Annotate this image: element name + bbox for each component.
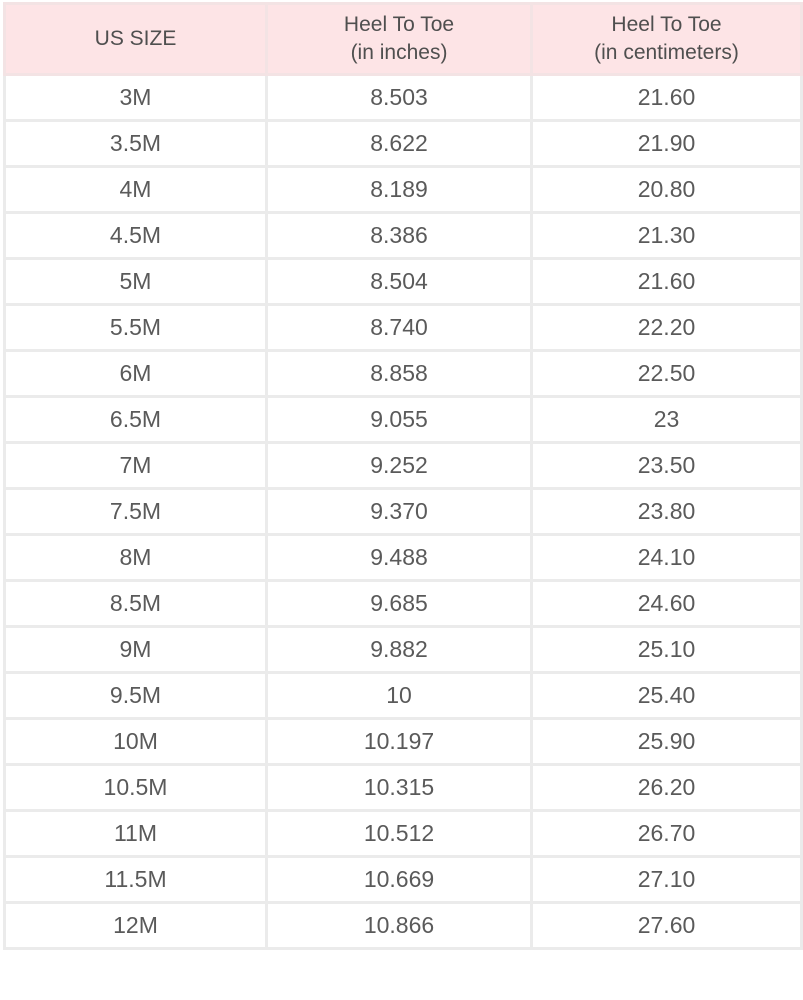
cm-cell: 20.80: [532, 167, 802, 213]
size-cell: 9.5M: [5, 673, 267, 719]
size-cell: 11M: [5, 811, 267, 857]
table-row: [5, 903, 802, 949]
size-cell: 3.5M: [5, 121, 267, 167]
inches-cell: 9.488: [267, 535, 532, 581]
size-cell: 9M: [5, 627, 267, 673]
cm-cell: 24.60: [532, 581, 802, 627]
cm-cell: 21.60: [532, 259, 802, 305]
inches-cell: 9.252: [267, 443, 532, 489]
table-row: [5, 489, 802, 535]
cm-cell: 27.10: [532, 857, 802, 903]
table-row: [5, 351, 802, 397]
table-row: [5, 765, 802, 811]
inches-cell: 10.669: [267, 857, 532, 903]
table-row: [5, 627, 802, 673]
table-header: [5, 4, 802, 75]
table-row: [5, 75, 802, 121]
inches-cell: 10.866: [267, 903, 532, 949]
table-row: [5, 305, 802, 351]
table-row: [5, 397, 802, 443]
inches-cell: 8.858: [267, 351, 532, 397]
inches-cell: 8.740: [267, 305, 532, 351]
table-row: [5, 581, 802, 627]
inches-cell: 10.197: [267, 719, 532, 765]
header-inches-line1: Heel To Toe: [343, 13, 455, 36]
table-row: [5, 167, 802, 213]
inches-cell: 9.685: [267, 581, 532, 627]
cm-cell: 24.10: [532, 535, 802, 581]
size-cell: 11.5M: [5, 857, 267, 903]
inches-cell: 10: [267, 673, 532, 719]
table-row: [5, 719, 802, 765]
table-row: [5, 857, 802, 903]
size-cell: 10M: [5, 719, 267, 765]
size-cell: 7.5M: [5, 489, 267, 535]
inches-cell: 8.189: [267, 167, 532, 213]
size-cell: 3M: [5, 75, 267, 121]
header-us-size: [5, 4, 267, 75]
cm-cell: 26.20: [532, 765, 802, 811]
cm-cell: 25.10: [532, 627, 802, 673]
inches-cell: 10.512: [267, 811, 532, 857]
inches-cell: 8.386: [267, 213, 532, 259]
table-row: [5, 443, 802, 489]
table-body: [5, 75, 802, 949]
cm-cell: 21.60: [532, 75, 802, 121]
table-row: [5, 121, 802, 167]
size-cell: 6.5M: [5, 397, 267, 443]
header-cm-line1: Heel To Toe: [611, 13, 722, 36]
size-cell: 7M: [5, 443, 267, 489]
cm-cell: 25.40: [532, 673, 802, 719]
inches-cell: 10.315: [267, 765, 532, 811]
size-cell: 8M: [5, 535, 267, 581]
header-us-size-line1: US SIZE: [94, 27, 177, 50]
inches-cell: 8.504: [267, 259, 532, 305]
size-cell: 12M: [5, 903, 267, 949]
size-cell: 10.5M: [5, 765, 267, 811]
header-cm-line2: (in centimeters): [594, 41, 739, 64]
table-row: [5, 535, 802, 581]
cm-cell: 23: [532, 397, 802, 443]
inches-cell: 9.370: [267, 489, 532, 535]
table-row: [5, 811, 802, 857]
size-cell: 6M: [5, 351, 267, 397]
size-cell: 5M: [5, 259, 267, 305]
cm-cell: 21.30: [532, 213, 802, 259]
table-row: [5, 673, 802, 719]
cm-cell: 21.90: [532, 121, 802, 167]
cm-cell: 22.50: [532, 351, 802, 397]
inches-cell: 8.622: [267, 121, 532, 167]
cm-cell: 23.80: [532, 489, 802, 535]
inches-cell: 9.055: [267, 397, 532, 443]
header-heel-to-toe-cm: [532, 4, 802, 75]
cm-cell: 26.70: [532, 811, 802, 857]
cm-cell: 22.20: [532, 305, 802, 351]
table-row: [5, 213, 802, 259]
inches-cell: 8.503: [267, 75, 532, 121]
table-row: [5, 259, 802, 305]
cm-cell: 25.90: [532, 719, 802, 765]
header-heel-to-toe-inches: [267, 4, 532, 75]
size-chart-table: [3, 2, 803, 950]
size-cell: 8.5M: [5, 581, 267, 627]
inches-cell: 9.882: [267, 627, 532, 673]
cm-cell: 27.60: [532, 903, 802, 949]
cm-cell: 23.50: [532, 443, 802, 489]
size-cell: 4M: [5, 167, 267, 213]
size-cell: 4.5M: [5, 213, 267, 259]
size-cell: 5.5M: [5, 305, 267, 351]
header-inches-line2: (in inches): [350, 41, 448, 64]
header-row: [5, 4, 802, 75]
